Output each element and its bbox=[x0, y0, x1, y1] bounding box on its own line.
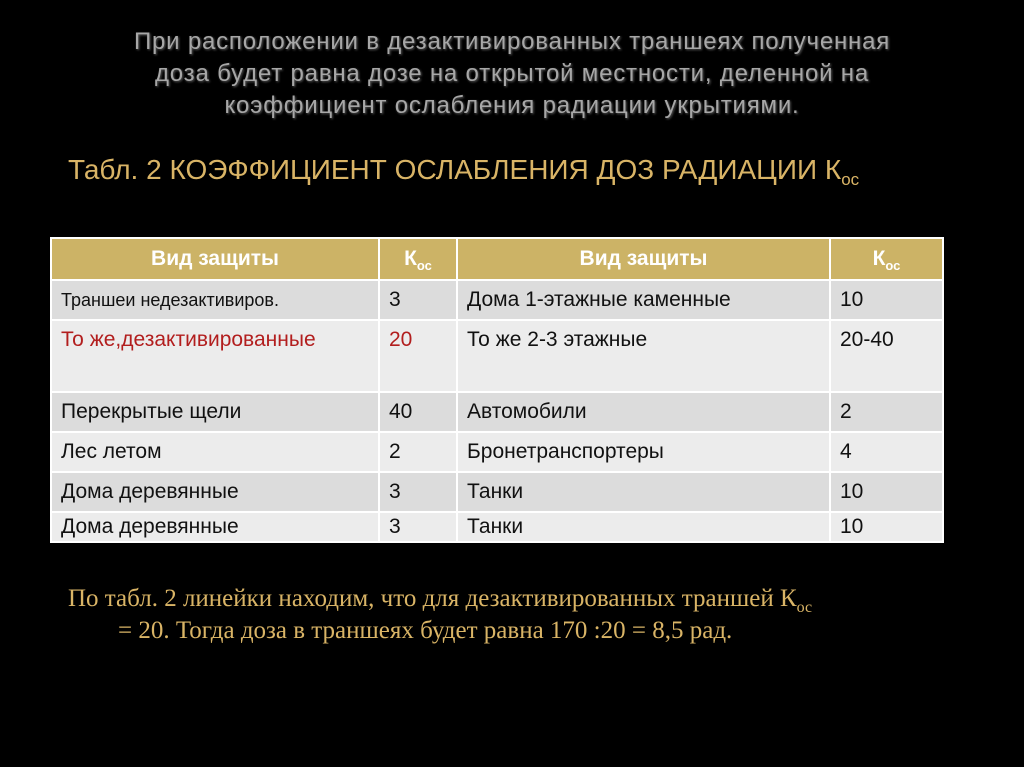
conclusion-text bbox=[68, 584, 968, 645]
header-protection-type-1: Вид защиты bbox=[51, 238, 379, 280]
cell-type1: Дома деревянные bbox=[51, 512, 379, 542]
cell-k2: 4 bbox=[830, 432, 943, 472]
table-row bbox=[51, 472, 943, 512]
cell-type1: Траншеи недезактивиров. bbox=[51, 280, 379, 320]
cell-k1: 3 bbox=[379, 472, 457, 512]
table-row bbox=[51, 432, 943, 472]
cell-k1: 3 bbox=[379, 280, 457, 320]
cell-k2: 2 bbox=[830, 392, 943, 432]
cell-type2: То же 2-3 этажные bbox=[457, 320, 830, 392]
intro-line-1: При расположении в дезактивированных траншеях полученная bbox=[133, 28, 891, 55]
cell-type1: Лес летом bbox=[51, 432, 379, 472]
cell-type2: Бронетранспортеры bbox=[457, 432, 830, 472]
table-title bbox=[68, 152, 859, 192]
header-k-1 bbox=[379, 238, 457, 280]
cell-k1: 2 bbox=[379, 432, 457, 472]
header-k-1-letter: К bbox=[404, 247, 417, 270]
header-k-2 bbox=[830, 238, 943, 280]
header-k-1-subscript: ос bbox=[416, 258, 432, 273]
cell-k1: 20 bbox=[379, 320, 457, 392]
intro-text bbox=[20, 26, 1004, 122]
cell-type1: То же,дезактивированные bbox=[51, 320, 379, 392]
header-protection-type-2: Вид защиты bbox=[457, 238, 830, 280]
cell-type2: Дома 1-этажные каменные bbox=[457, 280, 830, 320]
cell-type2: Танки bbox=[457, 472, 830, 512]
table-title-subscript: ос bbox=[841, 170, 860, 189]
attenuation-table bbox=[50, 237, 944, 543]
cell-k2: 10 bbox=[830, 472, 943, 512]
cell-k2: 20-40 bbox=[830, 320, 943, 392]
cell-k2: 10 bbox=[830, 280, 943, 320]
cell-k1: 3 bbox=[379, 512, 457, 542]
table-header-row bbox=[51, 238, 943, 280]
cell-type2: Танки bbox=[457, 512, 830, 542]
cell-type1: Дома деревянные bbox=[51, 472, 379, 512]
table-row bbox=[51, 392, 943, 432]
table-title-text: Табл. 2 КОЭФФИЦИЕНТ ОСЛАБЛЕНИЯ ДОЗ РАДИАЦИИ К bbox=[68, 154, 842, 185]
cell-type1: Перекрытые щели bbox=[51, 392, 379, 432]
intro-line-3: коэффициент ослабления радиации укрытиями. bbox=[224, 92, 800, 119]
table-row bbox=[51, 512, 943, 542]
cell-k1: 40 bbox=[379, 392, 457, 432]
table-row bbox=[51, 320, 943, 392]
conclusion-subscript: ос bbox=[796, 599, 813, 616]
table-row bbox=[51, 280, 943, 320]
cell-type2: Автомобили bbox=[457, 392, 830, 432]
header-k-2-letter: К bbox=[872, 247, 886, 270]
cell-k2: 10 bbox=[830, 512, 943, 542]
intro-line-2: доза будет равна дозе на открытой местности, деленной на bbox=[154, 60, 870, 87]
header-k-2-subscript: ос bbox=[885, 258, 901, 273]
conclusion-line-2: = 20. Тогда доза в траншеях будет равна 170 :20 = 8,5 рад. bbox=[118, 617, 733, 644]
conclusion-line-1: По табл. 2 линейки находим, что для дезактивированных траншей К bbox=[68, 585, 797, 612]
